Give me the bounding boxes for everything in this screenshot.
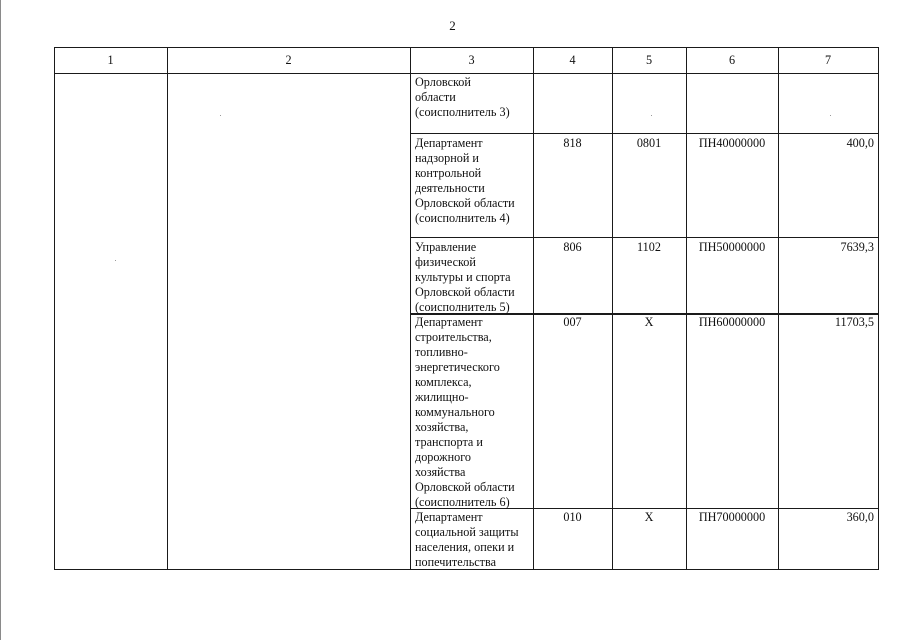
column-header: 2 [285, 53, 292, 67]
column-divider [686, 47, 687, 570]
section-code-cell: Х [644, 315, 654, 329]
target-code-cell: ПН70000000 [698, 510, 766, 524]
page-number: 2 [449, 18, 456, 33]
column-divider [612, 47, 613, 570]
row-divider [410, 237, 879, 238]
column-header: 3 [468, 53, 475, 67]
column-header: 1 [107, 53, 114, 67]
column-header: 5 [645, 53, 653, 67]
amount-cell: 400,0 [846, 136, 874, 150]
scan-speck [830, 115, 831, 116]
department-code-cell: 007 [563, 315, 582, 329]
target-code-cell: ПН60000000 [698, 315, 766, 329]
column-divider [778, 47, 779, 570]
amount-cell: 11703,5 [834, 315, 874, 329]
executor-cell: Орловской области (соисполнитель 3) [415, 75, 510, 119]
scan-speck [651, 115, 652, 116]
budget-table [54, 47, 879, 570]
section-code-cell: 0801 [636, 136, 662, 150]
executor-cell: Департамент строительства, топливно- энергетического комплекса, жилищно- коммунального хозяйства, транспорта и дорожного хозяйства Орловской области (соисполнитель 6) [415, 315, 515, 509]
executor-cell: Управление физической культуры и спорта Орловской области (соисполнитель 5) [415, 240, 515, 314]
department-code-cell: 818 [563, 136, 582, 150]
row-divider [410, 133, 879, 134]
column-header: 6 [728, 53, 736, 67]
scan-edge-line [0, 0, 1, 640]
column-divider [533, 47, 534, 570]
column-header: 4 [569, 53, 576, 67]
section-code-cell: Х [644, 510, 654, 524]
scan-speck [115, 260, 116, 261]
amount-cell: 360,0 [846, 510, 874, 524]
scan-speck [220, 115, 221, 116]
executor-cell: Департамент надзорной и контрольной деятельности Орловской области (соисполнитель 4) [415, 136, 515, 225]
department-code-cell: 806 [563, 240, 582, 254]
table-border-right [878, 47, 879, 570]
department-code-cell: 010 [563, 510, 582, 524]
target-code-cell: ПН50000000 [698, 240, 766, 254]
section-code-cell: 1102 [637, 240, 661, 254]
column-header: 7 [824, 53, 832, 67]
target-code-cell: ПН40000000 [698, 136, 766, 150]
column-divider [167, 47, 168, 570]
header-divider [54, 73, 879, 74]
amount-cell: 7639,3 [840, 240, 874, 254]
table-border-left [54, 47, 55, 570]
executor-cell: Департамент социальной защиты населения, опеки и попечительства [415, 510, 519, 569]
table-border-top [54, 47, 879, 48]
